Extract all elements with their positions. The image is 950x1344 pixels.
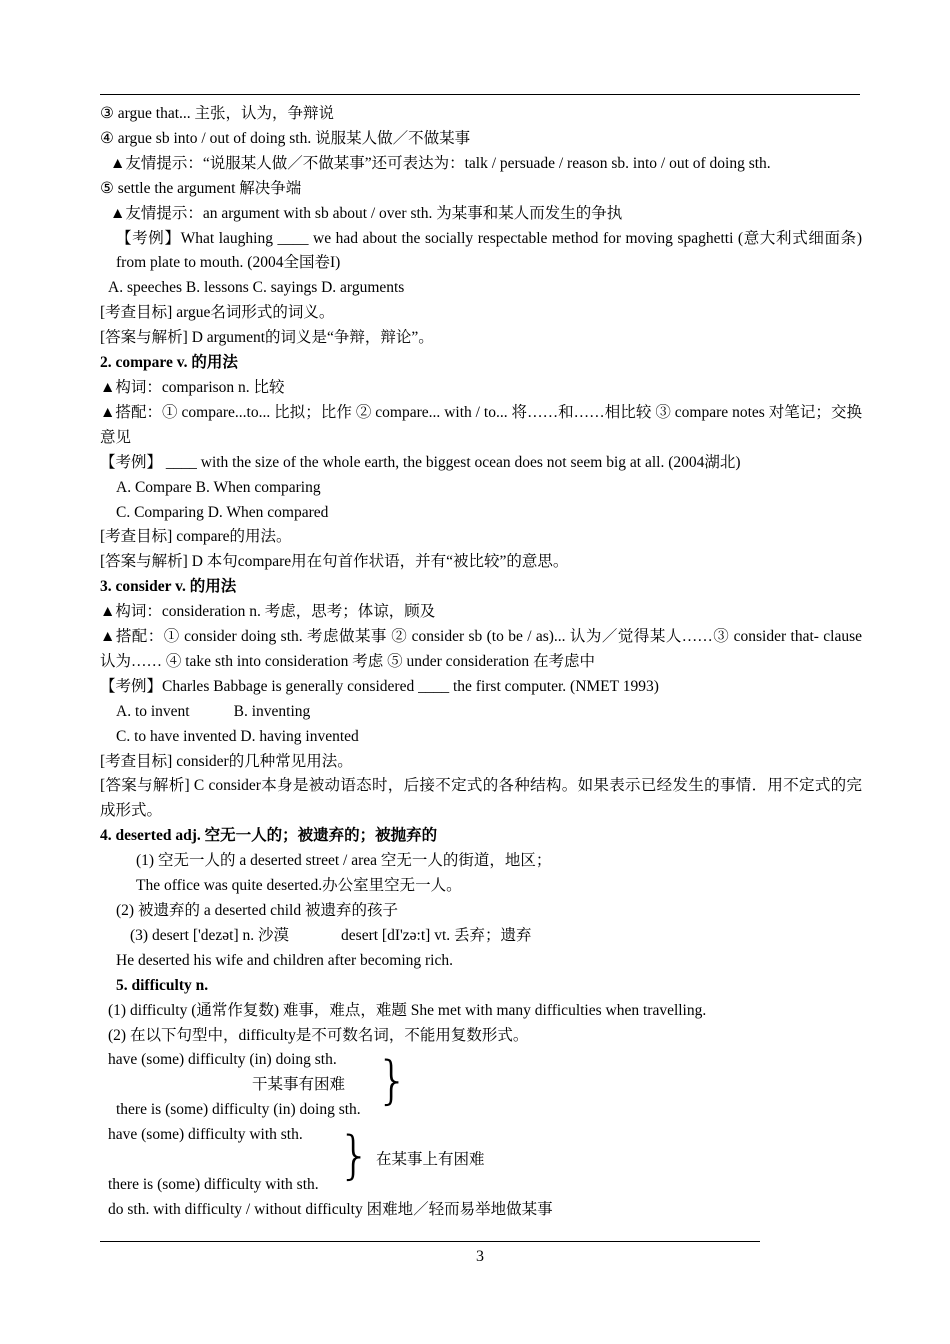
text-line: ④ argue sb into / out of doing sth. 说服某人做／不做某事 [100, 129, 471, 147]
exam-answer: [答案与解析] C consider本身是被动语态时，后接不定式的各种结构。如果表示已经发生的事情．用不定式的完成形式。 [100, 777, 862, 820]
exam-target: [考查目标] consider的几种常见用法。 [100, 752, 353, 770]
text-line: (1) 空无一人的 a deserted street / area 空无一人的街道，地区； [136, 852, 552, 870]
option-a: A. to invent [116, 702, 190, 720]
pattern-meaning: 干某事有困难 [252, 1076, 346, 1094]
exam-options: A. speeches B. lessons C. sayings D. arguments [108, 279, 405, 297]
section-heading-consider: 3. consider v. 的用法 [100, 578, 237, 596]
exam-options [100, 700, 862, 725]
text-line: (2) 在以下句型中，difficulty是不可数名词，不能用复数形式。 [108, 1026, 529, 1044]
exam-options: C. Comparing D. When compared [116, 503, 329, 521]
pattern-line: there is (some) difficulty with sth. [108, 1175, 319, 1193]
exam-example: 【考例】 ____ with the size of the whole earth, the biggest ocean does not seem big at all. (2004湖北) [100, 453, 741, 471]
exam-options: A. Compare B. When comparing [116, 478, 321, 496]
text-line: ▲构词：consideration n. 考虑，思考；体谅，顾及 [100, 603, 436, 621]
tip-line: ▲友情提示：“说服某人做／不做某事”还可表达为：talk / persuade / reason sb. into / out of doing sth. [110, 154, 771, 172]
pattern-group-with [100, 1123, 862, 1198]
section-heading-deserted: 4. deserted adj. 空无一人的；被遗弃的；被抛弃的 [100, 827, 438, 845]
header-rule [100, 94, 860, 95]
page-number: 3 [476, 1248, 484, 1265]
text-line: (2) 被遗弃的 a deserted child 被遗弃的孩子 [116, 902, 398, 919]
exam-answer: [答案与解析] D argument的词义是“争辩，辩论”。 [100, 329, 434, 347]
text-line: ③ argue that... 主张，认为，争辩说 [100, 105, 335, 122]
exam-example: 【考例】What laughing ____ we had about the socially respectable method for moving spaghetti (意大利式细面条) from plate to mouth. (2004全国卷I) [116, 229, 862, 272]
brace-icon: } [338, 1126, 372, 1187]
pattern-group-doing [100, 1048, 862, 1123]
section-heading-compare: 2. compare v. 的用法 [100, 354, 238, 372]
exam-target: [考查目标] compare的用法。 [100, 528, 292, 546]
pattern-line: have (some) difficulty with sth. [108, 1126, 303, 1144]
text-line: do sth. with difficulty / without difficulty 困难地／轻而易举地做某事 [108, 1200, 553, 1218]
desert-noun: (3) desert ['dezət] n. 沙漠 [130, 926, 290, 944]
exam-options: C. to have invented D. having invented [116, 727, 359, 745]
footer-rule [100, 1241, 760, 1242]
brace-icon: } [376, 1051, 410, 1112]
page-content [100, 102, 862, 1223]
text-line: The office was quite deserted.办公室里空无一人。 [136, 877, 462, 895]
section-heading-difficulty: 5. difficulty n. [116, 976, 209, 994]
pattern-line: have (some) difficulty (in) doing sth. [108, 1051, 337, 1069]
text-line: ⑤ settle the argument 解决争端 [100, 179, 302, 197]
exam-answer: [答案与解析] D 本句compare用在句首作状语，并有“被比较”的意思。 [100, 553, 569, 571]
pattern-meaning: 在某事上有困难 [376, 1151, 485, 1169]
text-line [100, 924, 862, 949]
desert-verb: desert [dI'zə:t] vt. 丢弃；遗弃 [341, 926, 532, 944]
text-line: (1) difficulty (通常作复数) 难事，难点，难题 She met with many difficulties when travelling. [108, 1001, 707, 1019]
exam-example: 【考例】Charles Babbage is generally considered ____ the first computer. (NMET 1993) [100, 677, 659, 695]
tip-line: ▲友情提示：an argument with sb about / over sth. 为某事和某人而发生的争执 [110, 204, 623, 222]
collocation-line: ▲搭配：① consider doing sth. 考虑做某事 ② consider sb (to be / as)... 认为／觉得某人……③ consider that- clause 认为…… ④ take sth into consideration 考虑 ⑤ under consideration 在考虑中 [100, 628, 862, 670]
collocation-line: ▲搭配：① compare...to... 比拟；比作 ② compare... with / to... 将……和……相比较 ③ compare notes 对笔记；交换意见 [100, 403, 862, 446]
text-line: He deserted his wife and children after becoming rich. [116, 951, 453, 969]
pattern-line: there is (some) difficulty (in) doing sth. [116, 1101, 361, 1119]
text-line: ▲构词：comparison n. 比较 [100, 378, 285, 396]
option-b: B. inventing [233, 702, 311, 720]
exam-target: [考查目标] argue名词形式的词义。 [100, 304, 335, 322]
